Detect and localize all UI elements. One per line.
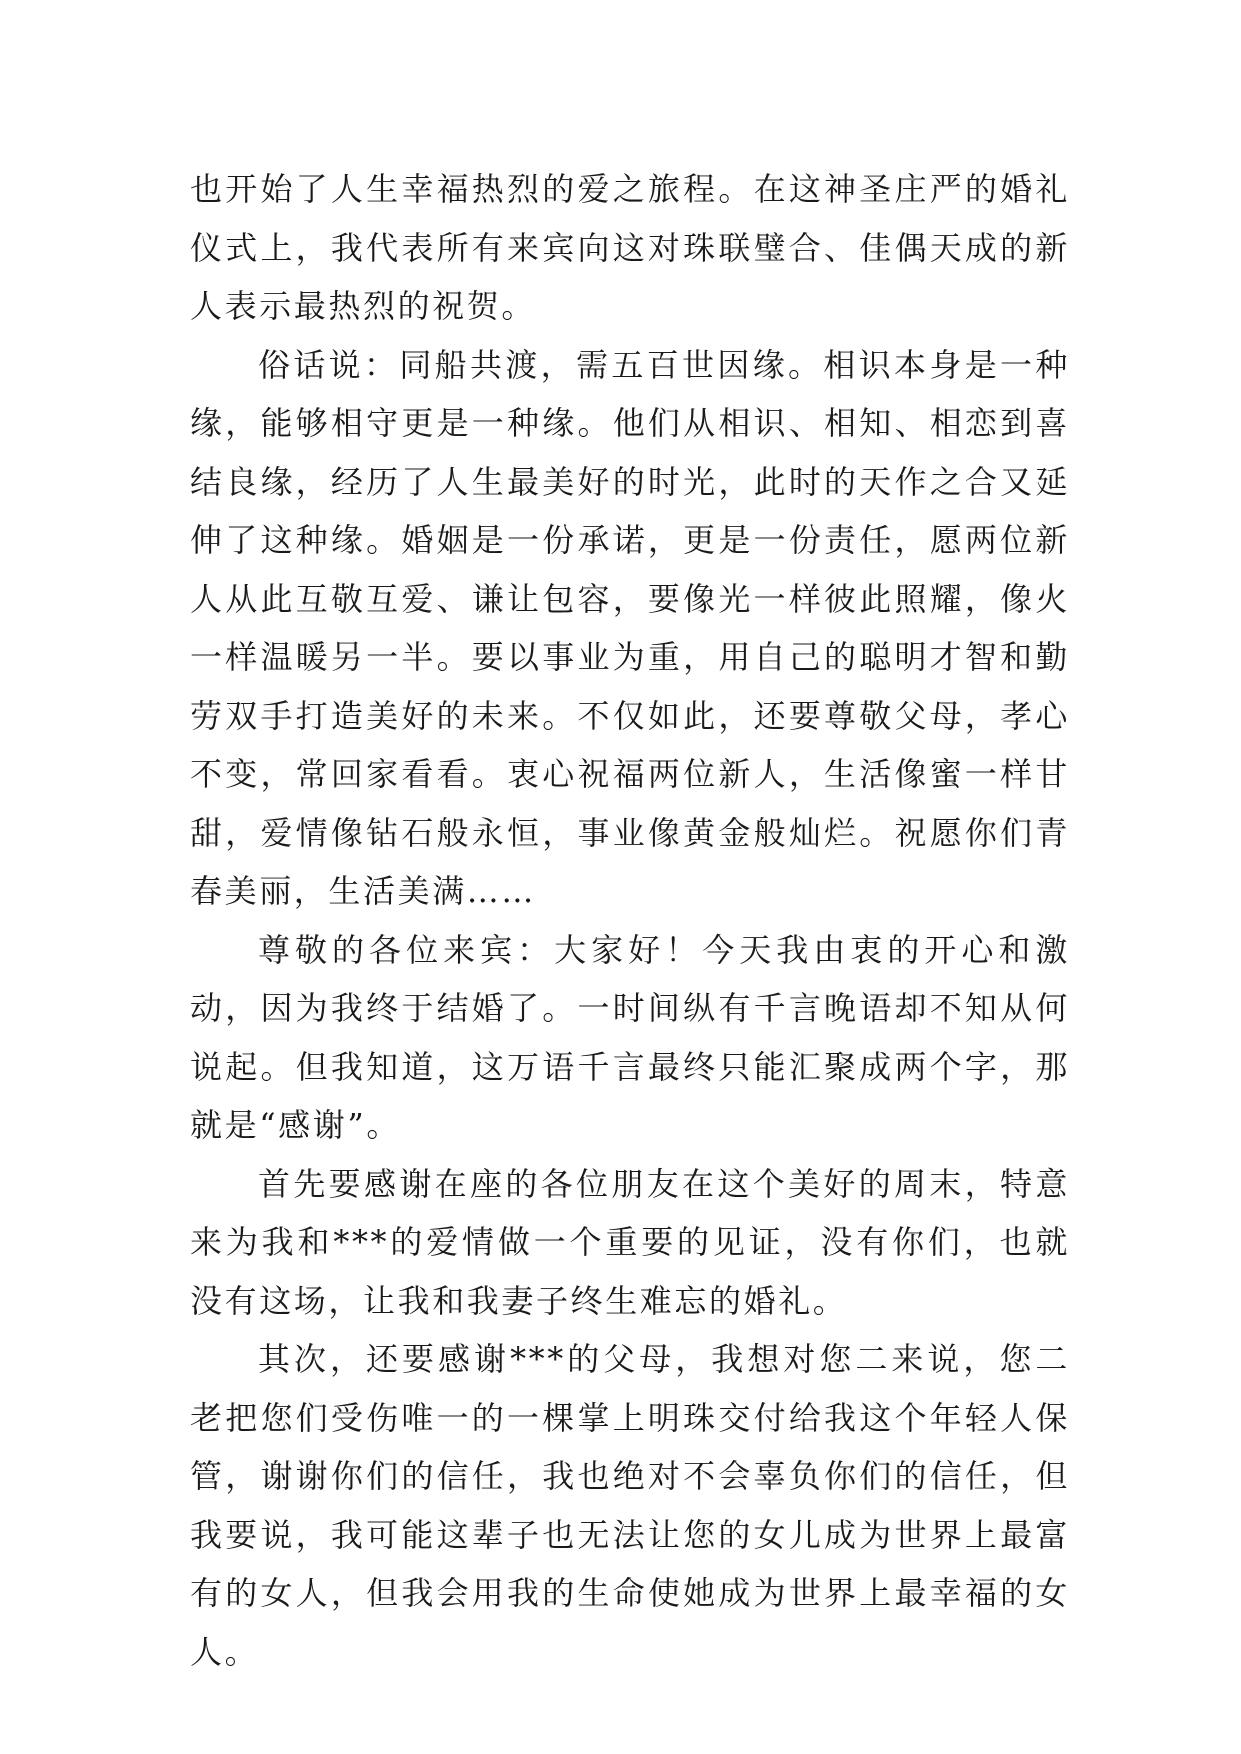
paragraph-3: 尊敬的各位来宾：大家好！今天我由衷的开心和激动，因为我终于结婚了。一时间纵有千言晚语却不知从何说起。但我知道，这万语千言最终只能汇聚成两个字，那就是“感谢”。 [190, 930, 1070, 1144]
paragraph-1: 也开始了人生幸福热烈的爱之旅程。在这神圣庄严的婚礼仪式上，我代表所有来宾向这对珠联璧合、佳偶天成的新人表示最热烈的祝贺。 [190, 170, 1070, 325]
paragraph-5: 其次，还要感谢***的父母，我想对您二来说，您二老把您们受伤唯一的一棵掌上明珠交付给我这个年轻人保管，谢谢你们的信任，我也绝对不会辜负你们的信任，但我要说，我可能这辈子也无法让您的女儿成为世界上最富有的女人，但我会用我的生命使她成为世界上最幸福的女人。 [190, 1340, 1070, 1671]
document-body [190, 160, 1070, 1681]
paragraph-2: 俗话说：同船共渡，需五百世因缘。相识本身是一种缘，能够相守更是一种缘。他们从相识、相知、相恋到喜结良缘，经历了人生最美好的时光，此时的天作之合又延伸了这种缘。婚姻是一份承诺，更是一份责任，愿两位新人从此互敬互爱、谦让包容，要像光一样彼此照耀，像火一样温暖另一半。要以事业为重，用自己的聪明才智和勤劳双手打造美好的未来。不仅如此，还要尊敬父母，孝心不变，常回家看看。衷心祝福两位新人，生活像蜜一样甘甜，爱情像钻石般永恒，事业像黄金般灿烂。祝愿你们青春美丽，生活美满…… [190, 345, 1070, 910]
paragraph-4: 首先要感谢在座的各位朋友在这个美好的周末，特意来为我和***的爱情做一个重要的见证，没有你们，也就没有这场，让我和我妻子终生难忘的婚礼。 [190, 1164, 1070, 1320]
